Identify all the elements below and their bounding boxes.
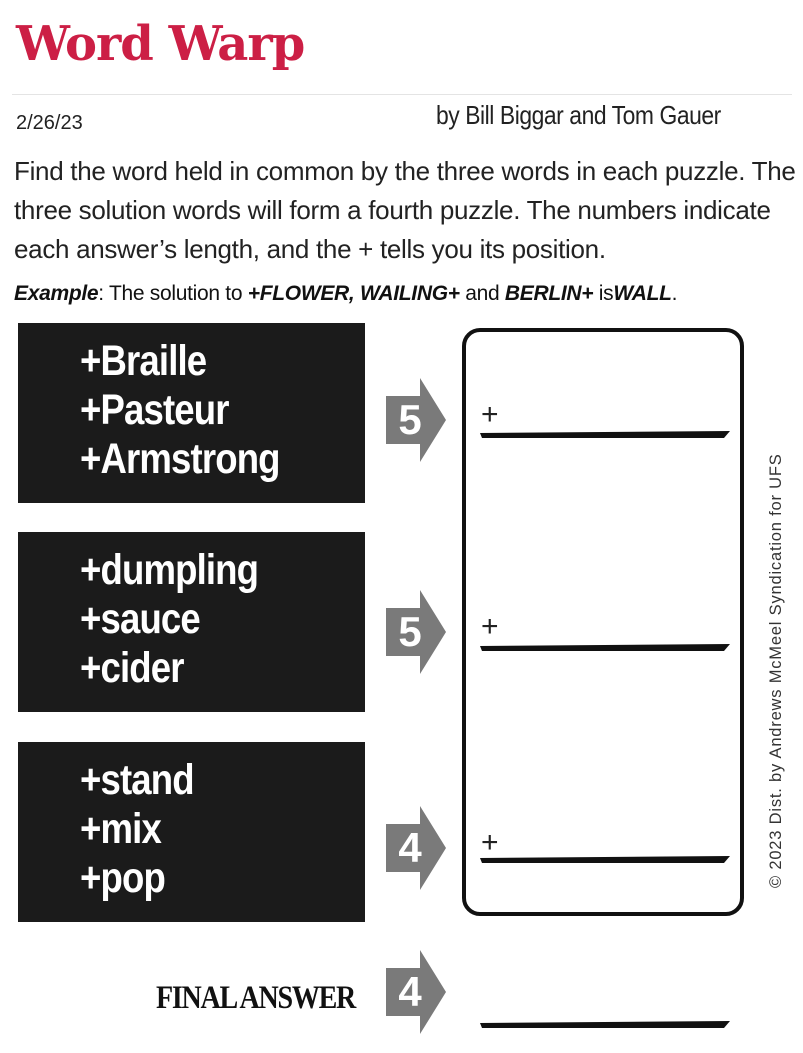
final-answer-blank[interactable] [480,1020,730,1030]
clue-word: +cider [80,644,184,692]
clue-word: +sauce [80,595,200,643]
clue-word: +Armstrong [80,435,280,483]
example-word: BERLIN+ [504,282,594,305]
clue-box-3 [18,742,365,922]
answer-length: 4 [398,968,422,1015]
clue-word: +Pasteur [80,386,229,434]
example-text: : The solution to [98,282,248,305]
clue-word: +dumpling [80,546,259,594]
example-text: and [459,282,505,305]
answer-blank-2[interactable] [480,643,730,653]
clue-word: +Braille [80,337,207,385]
example-word: WAILING+ [360,282,460,305]
answer-blank-3[interactable] [480,855,730,865]
position-marker: + [481,826,499,859]
length-arrow-1 [386,378,448,462]
example-text: . [671,282,678,305]
position-marker: + [481,398,499,431]
clue-word: +mix [80,805,161,853]
clue-word: +stand [80,756,194,804]
clue-box-1 [18,323,365,503]
answer-length: 5 [398,608,422,655]
example-line [14,282,677,306]
length-arrow-2 [386,590,448,674]
clue-word: +pop [80,854,165,902]
position-marker: + [481,610,499,643]
clue-box-2 [18,532,365,712]
answer-blank-1[interactable] [480,430,730,440]
byline: by Bill Biggar and Tom Gauer [436,100,721,130]
length-arrow-final [386,950,448,1034]
answer-length: 4 [398,824,422,871]
instructions: Find the word held in common by the three words in each puzzle. The three solution words will form a fourth puzzle. The numbers indicate each answer’s length, and the + tells you its position. [14,156,796,264]
header-divider [12,94,792,95]
page-title: Word Warp [16,16,305,72]
example-word: +FLOWER, [247,282,355,305]
answer-panel [462,328,744,916]
length-arrow-3 [386,806,448,890]
publish-date: 2/26/23 [16,112,83,134]
example-label: Example [14,282,99,305]
example-answer: WALL [613,282,672,305]
copyright-notice: © 2023 Dist. by Andrews McMeel Syndication for UFS [767,453,785,888]
answer-length: 5 [398,396,422,443]
example-text: is [593,282,614,305]
final-answer-label: FINAL ANSWER [156,980,356,1016]
